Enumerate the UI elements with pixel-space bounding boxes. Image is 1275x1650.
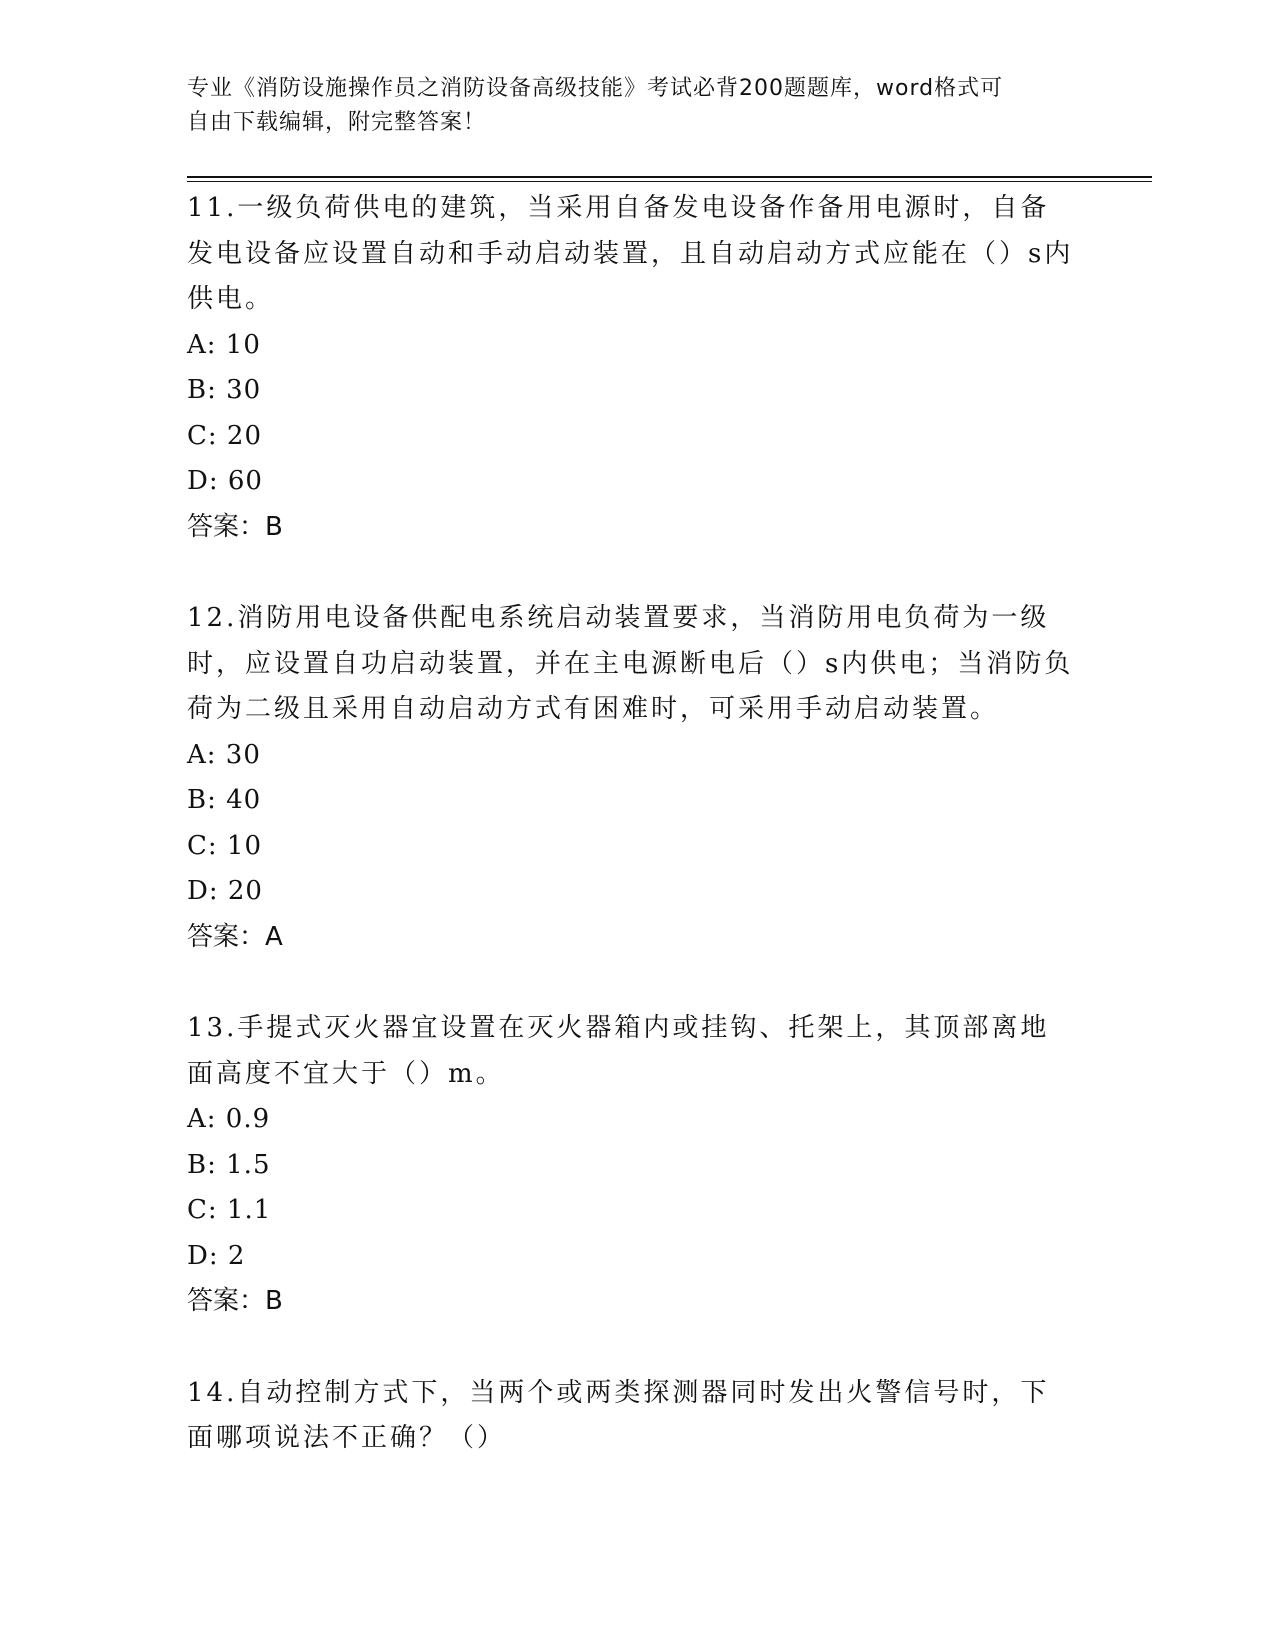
option-a: A: 30 — [187, 739, 261, 770]
option-c: C: 20 — [187, 420, 263, 451]
option-d: D: 20 — [187, 876, 263, 906]
answer-line: 答案：A — [187, 921, 283, 952]
header-divider-thick — [187, 176, 1152, 178]
answer-line: 答案：B — [187, 1286, 283, 1316]
question-text: 11.一级负荷供电的建筑，当采用自备发电设备作备用电源时，自备发电设备应设置自动和手动启动装置，且自动启动方式应能在（）s内供电。 — [187, 193, 1074, 314]
option-c: C: 1.1 — [187, 1195, 272, 1225]
option-c: C: 10 — [187, 830, 263, 861]
question-14 — [187, 1371, 1087, 1462]
answer-line: 答案：B — [187, 511, 283, 542]
option-a: A: 10 — [187, 329, 261, 360]
question-list — [187, 186, 1087, 1508]
option-a: A: 0.9 — [187, 1104, 271, 1134]
document-header — [187, 72, 1067, 140]
question-12 — [187, 596, 1087, 960]
option-b: B: 40 — [187, 785, 262, 815]
header-line-1: 专业《消防设施操作员之消防设备高级技能》考试必背200题题库，word格式可 — [187, 76, 1004, 101]
question-text: 12.消防用电设备供配电系统启动装置要求，当消防用电负荷为一级时，应设置自功启动装置，并在主电源断电后（）s内供电；当消防负荷为二级且采用自动启动方式有困难时，可采用手动启动装置。 — [187, 603, 1074, 724]
option-b: B: 30 — [187, 375, 262, 405]
question-13 — [187, 1006, 1087, 1325]
option-d: D: 60 — [187, 466, 263, 496]
option-d: D: 2 — [187, 1240, 246, 1271]
question-text: 14.自动控制方式下，当两个或两类探测器同时发出火警信号时，下面哪项说法不正确？（） — [187, 1377, 1050, 1453]
header-divider-thin — [187, 181, 1152, 182]
option-b: B: 1.5 — [187, 1149, 271, 1180]
question-text: 13.手提式灭火器宜设置在灭火器箱内或挂钩、托架上，其顶部离地面高度不宜大于（）m。 — [187, 1013, 1050, 1089]
question-11 — [187, 186, 1087, 550]
header-line-2: 自由下载编辑，附完整答案！ — [187, 110, 487, 135]
